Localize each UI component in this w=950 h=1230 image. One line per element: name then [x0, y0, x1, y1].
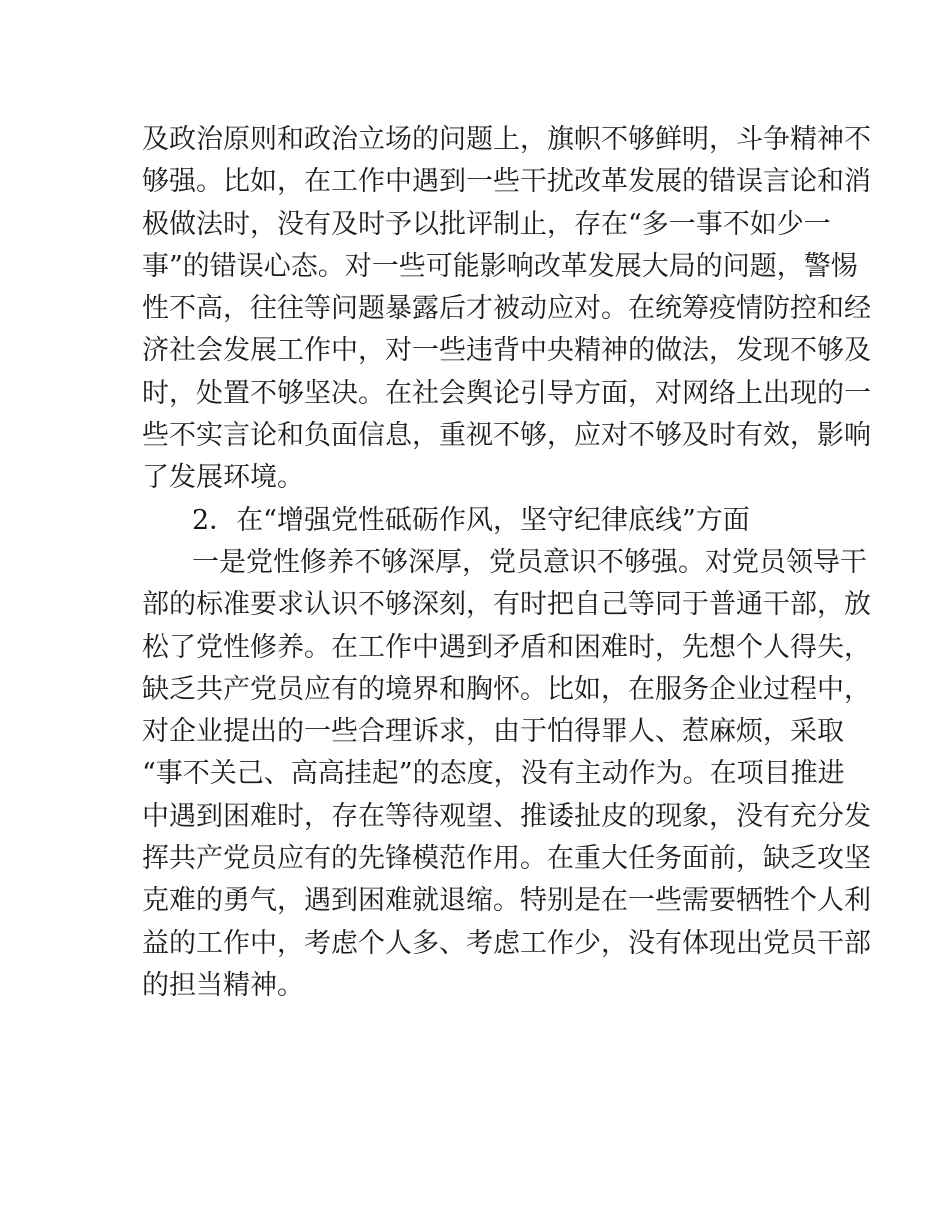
paragraph-line: 的担当精神。 [142, 969, 304, 1001]
paragraph-line: “事不关己、高高挂起”的态度，没有主动作为。在项目推进 [142, 758, 845, 790]
section-heading: 2．在“增强党性砥砺作风，坚守纪律底线”方面 [192, 504, 750, 536]
paragraph-line: 部的标准要求认识不够深刻，有时把自己等同于普通干部，放 [142, 589, 871, 621]
paragraph-line: 松了党性修养。在工作中遇到矛盾和困难时，先想个人得失， [142, 631, 871, 663]
paragraph-line: 够强。比如，在工作中遇到一些干扰改革发展的错误言论和消 [142, 166, 871, 198]
paragraph-line: 中遇到困难时，存在等待观望、推诿扯皮的现象，没有充分发 [142, 800, 871, 832]
paragraph-line: 时，处置不够坚决。在社会舆论引导方面，对网络上出现的一 [142, 377, 871, 409]
paragraph-line: 些不实言论和负面信息，重视不够，应对不够及时有效，影响 [142, 420, 871, 452]
paragraph-line: 济社会发展工作中，对一些违背中央精神的做法，发现不够及 [142, 335, 871, 367]
paragraph-line: 及政治原则和政治立场的问题上，旗帜不够鲜明，斗争精神不 [142, 124, 871, 155]
paragraph-line: 事”的错误心态。对一些可能影响改革发展大局的问题，警惕 [142, 250, 858, 282]
paragraph-line: 性不高，往往等问题暴露后才被动应对。在统筹疫情防控和经 [142, 293, 871, 325]
paragraph-party-spirit [142, 542, 871, 1007]
paragraph-line: 益的工作中，考虑个人多、考虑工作少，没有体现出党员干部 [142, 927, 871, 959]
paragraph-line: 一是党性修养不够深厚，党员意识不够强。对党员领导干 [192, 546, 867, 578]
paragraph-line: 极做法时，没有及时予以批评制止，存在“多一事不如少一 [142, 208, 831, 240]
paragraph-line: 对企业提出的一些合理诉求，由于怕得罪人、惹麻烦，采取 [142, 716, 844, 748]
paragraph-line: 挥共产党员应有的先锋模范作用。在重大任务面前，缺乏攻坚 [142, 843, 871, 875]
paragraph-political-stance [142, 119, 871, 500]
paragraph-line: 缺乏共产党员应有的境界和胸怀。比如，在服务企业过程中， [142, 673, 871, 705]
paragraph-line: 了发展环境。 [142, 462, 304, 494]
document-body [142, 119, 871, 1007]
paragraph-line: 克难的勇气，遇到困难就退缩。特别是在一些需要牺牲个人利 [142, 885, 871, 917]
